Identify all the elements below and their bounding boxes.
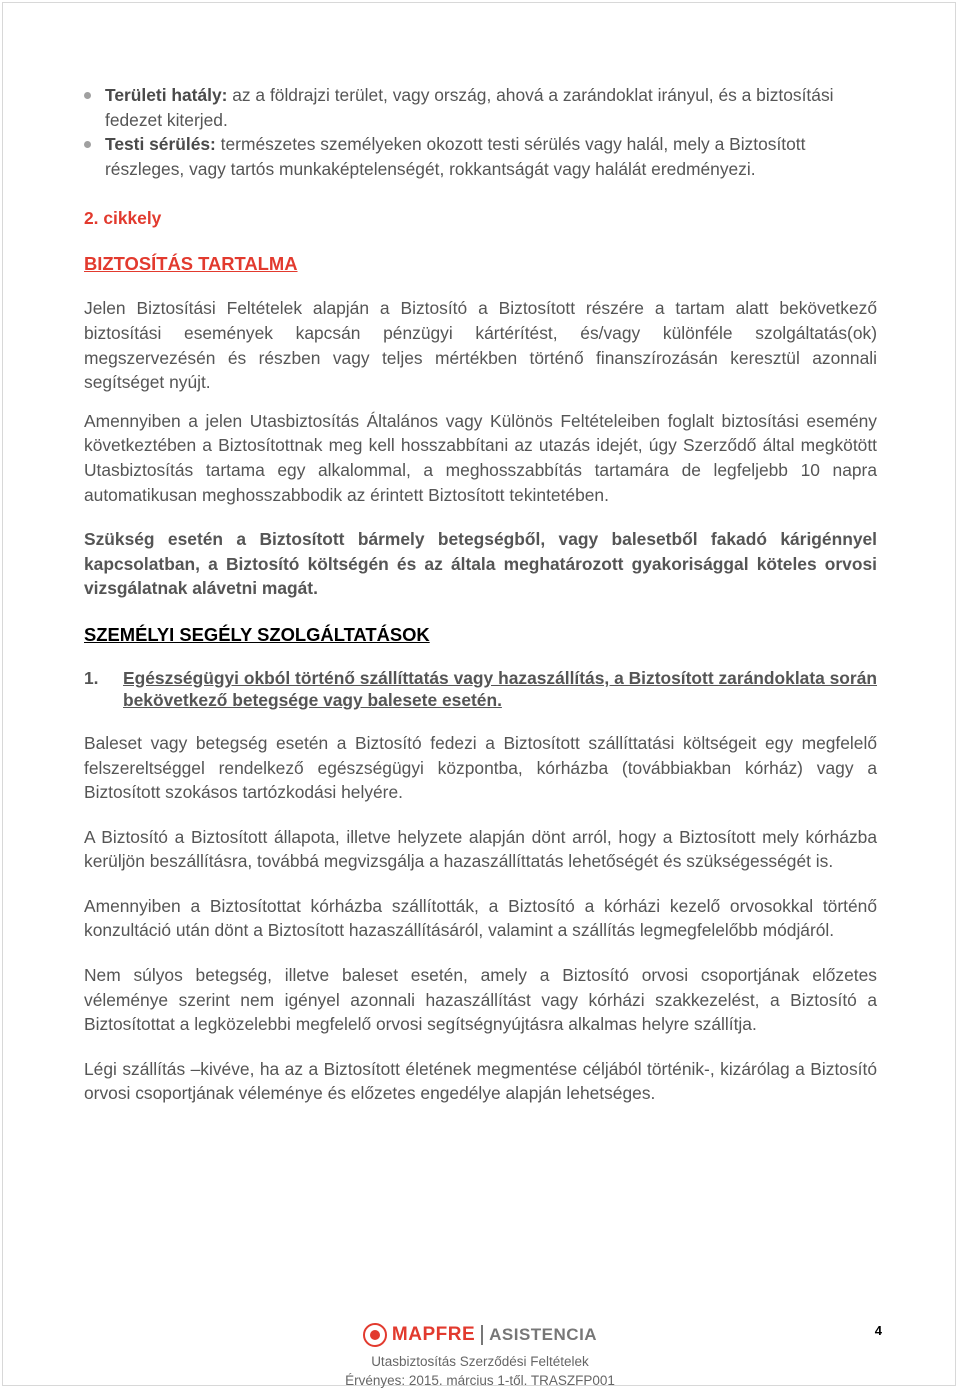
bold-paragraph: Szükség esetén a Biztosított bármely betegségből, vagy balesetből fakadó kárigénnyel kapcsolatban, a Biztosító költségén és az általa meghatározott gyakorisággal köteles orvosi vizsgálatnak alávetni magát. <box>84 529 877 599</box>
paragraph: Amennyiben a jelen Utasbiztosítás Általános vagy Különös Feltételeiben foglalt biztosítási esemény következtében a Biztosítottnak meg kell hosszabbítani az utazás idejét, úgy Szerződő által megkötött Utasbiztosítás tartama egy alkalommal, a meghosszabbítás tartamára de legfeljebb 10 napra automatikusan meghosszabbodik az érintett Biztosított tekintetében. <box>84 410 877 505</box>
validity-line: Érvényes: 2015. március 1-től. TRASZFP001 <box>345 1373 615 1388</box>
definition-text: természetes személyeken okozott testi sérülés vagy halál, mely a Biztosított részleges, vagy tartós munkaképtelenségét, rokkantságát vagy halálát eredményezi. <box>105 134 806 179</box>
paragraph: Nem súlyos betegség, illetve baleset esetén, amely a Biztosító orvosi csoportjának előzetes véleménye szerint nem igényel azonnali hazaszállítást vagy kórházi szakkezelést, a Biztosító a Biztosítottat a legközelebbi megfelelő orvosi segítségnyújtásra alkalmas helyre szállítja. <box>84 965 877 1035</box>
numbered-item <box>84 667 877 711</box>
list-item <box>84 83 877 132</box>
logo-divider <box>481 1325 483 1345</box>
document-body <box>84 83 877 1106</box>
paragraph: A Biztosító a Biztosított állapota, illetve helyzete alapján dönt arról, hogy a Biztosított mely kórházba kerüljön beszállításra, továbbá megvizsgálja a hazaszállíttatás lehetőségét és szükségességét is. <box>84 826 877 872</box>
definition-term: Területi hatály: <box>105 85 228 105</box>
section-heading: BIZTOSÍTÁS TARTALMA <box>84 253 298 275</box>
mapfre-logo-icon <box>363 1323 387 1347</box>
paragraph: Baleset vagy betegség esetén a Biztosító fedezi a Biztosított szállíttatási költségeit egy megfelelő felszereltséggel rendelkező egészségügyi központba, kórházba (továbbiakban kórház) vagy a Biztosított szokásos tartózkodási helyére. <box>84 732 877 803</box>
item-title: Egészségügyi okból történő szállíttatás vagy hazaszállítás, a Biztosított zarándoklata során bekövetkező betegsége vagy balesete esetén. <box>123 667 877 710</box>
article-label: 2. cikkely <box>84 208 162 229</box>
bullet-icon <box>84 92 91 99</box>
mapfre-logo <box>363 1322 597 1348</box>
page-number: 4 <box>874 1323 882 1338</box>
paragraph: Légi szállítás –kivéve, ha az a Biztosított életének megmentése céljából történik-, kizárólag a Biztosító orvosi csoportjának véleménye és előzetes engedélye alapján lehetséges. <box>84 1058 877 1104</box>
document-title: Utasbiztosítás Szerződési Feltételek <box>371 1354 589 1369</box>
list-item <box>84 132 877 181</box>
subheading: SZEMÉLYI SEGÉLY SZOLGÁLTATÁSOK <box>84 623 430 645</box>
item-number: 1. <box>84 667 99 688</box>
page-footer <box>0 1322 960 1390</box>
logo-brand: MAPFRE <box>391 1324 476 1345</box>
bullet-icon <box>84 141 91 148</box>
logo-subtitle: ASISTENCIA <box>489 1325 598 1344</box>
definition-text: az a földrajzi terület, vagy ország, ahová a zarándoklat irányul, és a biztosítási fedezet kiterjed. <box>105 85 834 130</box>
paragraph: Amennyiben a Biztosítottat kórházba szállították, a Biztosító a kórházi kezelő orvosokkal történő konzultáció után dönt a Biztosított hazaszállításáról, valamint a szállítás legmegfelelőbb módjáról. <box>84 895 877 941</box>
definition-list <box>84 83 877 181</box>
paragraph: Jelen Biztosítási Feltételek alapján a Biztosító a Biztosított részére a tartam alatt bekövetkező biztosítási események kapcsán pénzügyi kártérítést, és/vagy különféle szolgáltatás(ok) megszervezésén és részben vagy teljes mértékben történő finanszírozásán keresztül azonnali segítséget nyújt. <box>84 298 877 393</box>
definition-term: Testi sérülés: <box>105 134 216 155</box>
